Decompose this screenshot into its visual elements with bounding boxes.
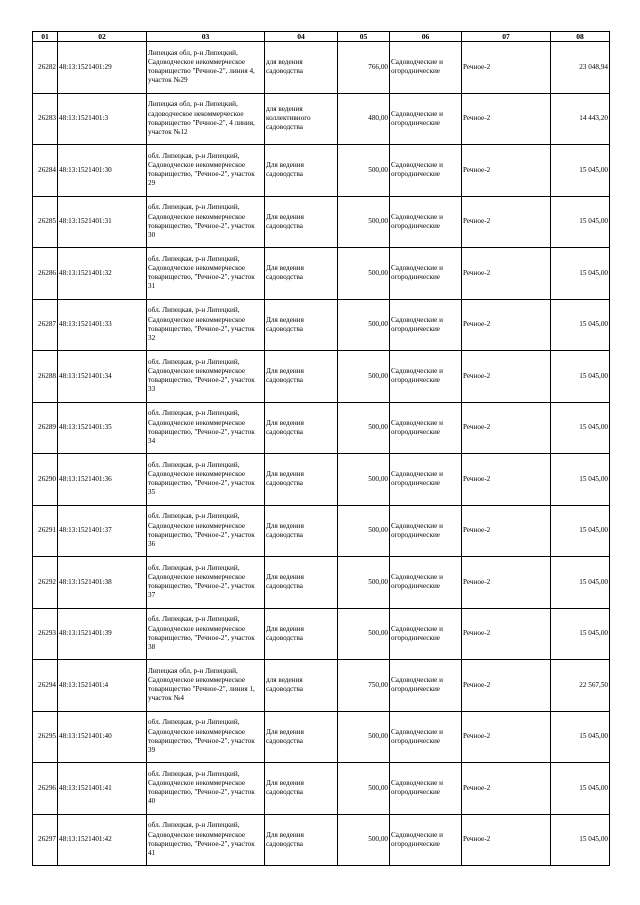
cadastral-value-cell: 15 045,00 (551, 711, 610, 763)
address-cell (147, 248, 265, 300)
cadastral-value-cell: 15 045,00 (551, 145, 610, 197)
settlement-cell: Речное-2 (462, 814, 551, 866)
table-body (33, 42, 610, 866)
table-row (33, 763, 610, 815)
cadastral-number-cell: 48:13:1521401:38 (58, 557, 147, 609)
cadastral-number-cell: 48:13:1521401:29 (58, 42, 147, 94)
address-cell (147, 145, 265, 197)
cadastral-value-cell: 15 045,00 (551, 402, 610, 454)
area-cell: 480,00 (338, 93, 390, 145)
settlement-cell: Речное-2 (462, 763, 551, 815)
address-cell (147, 93, 265, 145)
land-category-cell: Садоводческие и огороднические (390, 196, 462, 248)
table-row (33, 42, 610, 94)
permitted-use-cell: Для ведения садоводства (265, 145, 338, 197)
cadastral-number-cell: 48:13:1521401:30 (58, 145, 147, 197)
land-category-cell: Садоводческие и огороднические (390, 42, 462, 94)
address-cell (147, 660, 265, 712)
settlement-cell: Речное-2 (462, 505, 551, 557)
cadastral-number-cell: 48:13:1521401:31 (58, 196, 147, 248)
permitted-use-cell: Для ведения садоводства (265, 557, 338, 609)
cadastral-value-cell: 15 045,00 (551, 763, 610, 815)
row-number-cell: 26293 (33, 608, 58, 660)
permitted-use-cell: Для ведения садоводства (265, 402, 338, 454)
permitted-use-cell: для ведения коллективного садоводства (265, 93, 338, 145)
land-category-cell: Садоводческие и огороднические (390, 299, 462, 351)
settlement-cell: Речное-2 (462, 402, 551, 454)
column-header: 06 (390, 32, 462, 42)
address-cell (147, 711, 265, 763)
row-number-cell: 26285 (33, 196, 58, 248)
address-text: обл. Липецкая, р-н Липецкий, Садоводческое некоммерческое товарищество, "Речное-2", участок 36 (148, 512, 255, 548)
address-cell (147, 763, 265, 815)
row-number-cell: 26296 (33, 763, 58, 815)
cadastral-number-cell: 48:13:1521401:37 (58, 505, 147, 557)
table-row (33, 454, 610, 506)
land-category-cell: Садоводческие и огороднические (390, 248, 462, 300)
permitted-use-cell: Для ведения садоводства (265, 299, 338, 351)
column-header: 07 (462, 32, 551, 42)
address-cell (147, 557, 265, 609)
land-category-cell: Садоводческие и огороднические (390, 814, 462, 866)
address-text: обл. Липецкая, р-н Липецкий, Садоводческое некоммерческое товарищество, "Речное-2", участок 33 (148, 357, 255, 394)
permitted-use-cell: Для ведения садоводства (265, 763, 338, 815)
address-text: обл. Липецкая, р-н Липецкий, Садоводческое некоммерческое товарищество, "Речное-2", участок 41 (148, 821, 255, 857)
address-text: Липецкая обл, р-н Липецкий, садоводческое некоммерческое товарищество "Речное-2", 4 линия, участок №12 (148, 100, 255, 136)
cadastral-value-cell: 14 443,20 (551, 93, 610, 145)
address-text: обл. Липецкая, р-н Липецкий, Садоводческое некоммерческое товарищество, "Речное-2", участок 32 (148, 306, 255, 342)
header-row (33, 32, 610, 42)
permitted-use-cell: для ведения садоводства (265, 42, 338, 94)
table-row (33, 402, 610, 454)
permitted-use-cell: Для ведения садоводства (265, 711, 338, 763)
row-number-cell: 26297 (33, 814, 58, 866)
column-header: 01 (33, 32, 58, 42)
row-number-cell: 26282 (33, 42, 58, 94)
table-row (33, 557, 610, 609)
settlement-cell: Речное-2 (462, 196, 551, 248)
row-number-cell: 26294 (33, 660, 58, 712)
settlement-cell: Речное-2 (462, 93, 551, 145)
address-cell (147, 505, 265, 557)
table-row (33, 351, 610, 403)
table-row (33, 145, 610, 197)
cadastral-value-cell: 15 045,00 (551, 196, 610, 248)
address-text: обл. Липецкая, р-н Липецкий, Садоводческое некоммерческое товарищество, "Речное-2", участок 40 (148, 769, 255, 806)
row-number-cell: 26290 (33, 454, 58, 506)
address-text: обл. Липецкая, р-н Липецкий, Садоводческое некоммерческое товарищество, "Речное-2", участок 34 (148, 409, 255, 445)
row-number-cell: 26289 (33, 402, 58, 454)
permitted-use-cell: Для ведения садоводства (265, 196, 338, 248)
land-category-cell: Садоводческие и огороднические (390, 763, 462, 815)
address-text: обл. Липецкая, р-н Липецкий, Садоводческое некоммерческое товарищество, "Речное-2", участок 39 (148, 718, 255, 754)
row-number-cell: 26284 (33, 145, 58, 197)
address-cell (147, 351, 265, 403)
cadastral-value-cell: 15 045,00 (551, 505, 610, 557)
row-number-cell: 26288 (33, 351, 58, 403)
cadastral-value-cell: 15 045,00 (551, 299, 610, 351)
table-row (33, 711, 610, 763)
row-number-cell: 26292 (33, 557, 58, 609)
cadastral-number-cell: 48:13:1521401:35 (58, 402, 147, 454)
column-header: 04 (265, 32, 338, 42)
cadastral-value-cell: 23 048,94 (551, 42, 610, 94)
settlement-cell: Речное-2 (462, 299, 551, 351)
area-cell: 500,00 (338, 814, 390, 866)
permitted-use-cell: Для ведения садоводства (265, 248, 338, 300)
area-cell: 500,00 (338, 145, 390, 197)
area-cell: 500,00 (338, 248, 390, 300)
address-cell (147, 454, 265, 506)
cadastral-number-cell: 48:13:1521401:3 (58, 93, 147, 145)
land-category-cell: Садоводческие и огороднические (390, 93, 462, 145)
land-category-cell: Садоводческие и огороднические (390, 454, 462, 506)
area-cell: 500,00 (338, 351, 390, 403)
table-row (33, 93, 610, 145)
address-text: обл. Липецкая, р-н Липецкий, Садоводческое некоммерческое товарищество, "Речное-2", участок 30 (148, 203, 255, 239)
area-cell: 500,00 (338, 454, 390, 506)
table-row (33, 608, 610, 660)
cadastral-number-cell: 48:13:1521401:34 (58, 351, 147, 403)
cadastral-value-cell: 15 045,00 (551, 351, 610, 403)
area-cell: 500,00 (338, 402, 390, 454)
cadastral-value-cell: 15 045,00 (551, 557, 610, 609)
area-cell: 766,00 (338, 42, 390, 94)
row-number-cell: 26291 (33, 505, 58, 557)
land-register-table (32, 31, 610, 866)
permitted-use-cell: для ведения садоводства (265, 660, 338, 712)
settlement-cell: Речное-2 (462, 711, 551, 763)
address-cell (147, 608, 265, 660)
settlement-cell: Речное-2 (462, 145, 551, 197)
address-text: Липецкая обл, р-н Липецкий, Садоводческое некоммерческое товарищество "Речное-2", линия 4, участок №29 (148, 48, 255, 85)
table-row (33, 299, 610, 351)
area-cell: 500,00 (338, 608, 390, 660)
settlement-cell: Речное-2 (462, 660, 551, 712)
column-header: 08 (551, 32, 610, 42)
cadastral-value-cell: 15 045,00 (551, 248, 610, 300)
land-category-cell: Садоводческие и огороднические (390, 711, 462, 763)
cadastral-number-cell: 48:13:1521401:42 (58, 814, 147, 866)
cadastral-number-cell: 48:13:1521401:36 (58, 454, 147, 506)
settlement-cell: Речное-2 (462, 608, 551, 660)
cadastral-value-cell: 15 045,00 (551, 608, 610, 660)
land-category-cell: Садоводческие и огороднические (390, 608, 462, 660)
table-row (33, 196, 610, 248)
table-row (33, 505, 610, 557)
row-number-cell: 26286 (33, 248, 58, 300)
cadastral-number-cell: 48:13:1521401:4 (58, 660, 147, 712)
area-cell: 500,00 (338, 196, 390, 248)
permitted-use-cell: Для ведения садоводства (265, 351, 338, 403)
cadastral-number-cell: 48:13:1521401:32 (58, 248, 147, 300)
permitted-use-cell: Для ведения садоводства (265, 454, 338, 506)
area-cell: 500,00 (338, 763, 390, 815)
area-cell: 500,00 (338, 557, 390, 609)
settlement-cell: Речное-2 (462, 248, 551, 300)
settlement-cell: Речное-2 (462, 557, 551, 609)
row-number-cell: 26287 (33, 299, 58, 351)
land-category-cell: Садоводческие и огороднические (390, 660, 462, 712)
address-text: обл. Липецкая, р-н Липецкий, Садоводческое некоммерческое товарищество, "Речное-2", участок 31 (148, 254, 255, 291)
address-text: Липецкая обл, р-н Липецкий, Садоводческое некоммерческое товарищество "Речное-2", линия 1, участок №4 (148, 666, 255, 703)
cadastral-number-cell: 48:13:1521401:41 (58, 763, 147, 815)
area-cell: 500,00 (338, 505, 390, 557)
cadastral-value-cell: 22 567,50 (551, 660, 610, 712)
area-cell: 500,00 (338, 299, 390, 351)
cadastral-value-cell: 15 045,00 (551, 814, 610, 866)
land-category-cell: Садоводческие и огороднические (390, 505, 462, 557)
area-cell: 750,00 (338, 660, 390, 712)
address-text: обл. Липецкая, р-н Липецкий, Садоводческое некоммерческое товарищество, "Речное-2", участок 35 (148, 460, 255, 497)
column-header: 05 (338, 32, 390, 42)
settlement-cell: Речное-2 (462, 454, 551, 506)
column-header: 02 (58, 32, 147, 42)
settlement-cell: Речное-2 (462, 351, 551, 403)
permitted-use-cell: Для ведения садоводства (265, 505, 338, 557)
address-cell (147, 402, 265, 454)
cadastral-number-cell: 48:13:1521401:40 (58, 711, 147, 763)
cadastral-number-cell: 48:13:1521401:39 (58, 608, 147, 660)
table-row (33, 248, 610, 300)
address-text: обл. Липецкая, р-н Липецкий, Садоводческое некоммерческое товарищество, "Речное-2", участок 37 (148, 563, 255, 600)
address-text: обл. Липецкая, р-н Липецкий, Садоводческое некоммерческое товарищество, "Речное-2", участок 29 (148, 151, 255, 188)
land-category-cell: Садоводческие и огороднические (390, 557, 462, 609)
table-row (33, 660, 610, 712)
land-category-cell: Садоводческие и огороднические (390, 402, 462, 454)
land-category-cell: Садоводческие и огороднические (390, 351, 462, 403)
address-cell (147, 42, 265, 94)
row-number-cell: 26283 (33, 93, 58, 145)
cadastral-number-cell: 48:13:1521401:33 (58, 299, 147, 351)
column-header: 03 (147, 32, 265, 42)
permitted-use-cell: Для ведения садоводства (265, 608, 338, 660)
land-category-cell: Садоводческие и огороднические (390, 145, 462, 197)
address-cell (147, 299, 265, 351)
row-number-cell: 26295 (33, 711, 58, 763)
cadastral-value-cell: 15 045,00 (551, 454, 610, 506)
address-cell (147, 814, 265, 866)
area-cell: 500,00 (338, 711, 390, 763)
address-cell (147, 196, 265, 248)
address-text: обл. Липецкая, р-н Липецкий, Садоводческое некоммерческое товарищество, "Речное-2", участок 38 (148, 615, 255, 651)
settlement-cell: Речное-2 (462, 42, 551, 94)
permitted-use-cell: Для ведения садоводства (265, 814, 338, 866)
table-row (33, 814, 610, 866)
